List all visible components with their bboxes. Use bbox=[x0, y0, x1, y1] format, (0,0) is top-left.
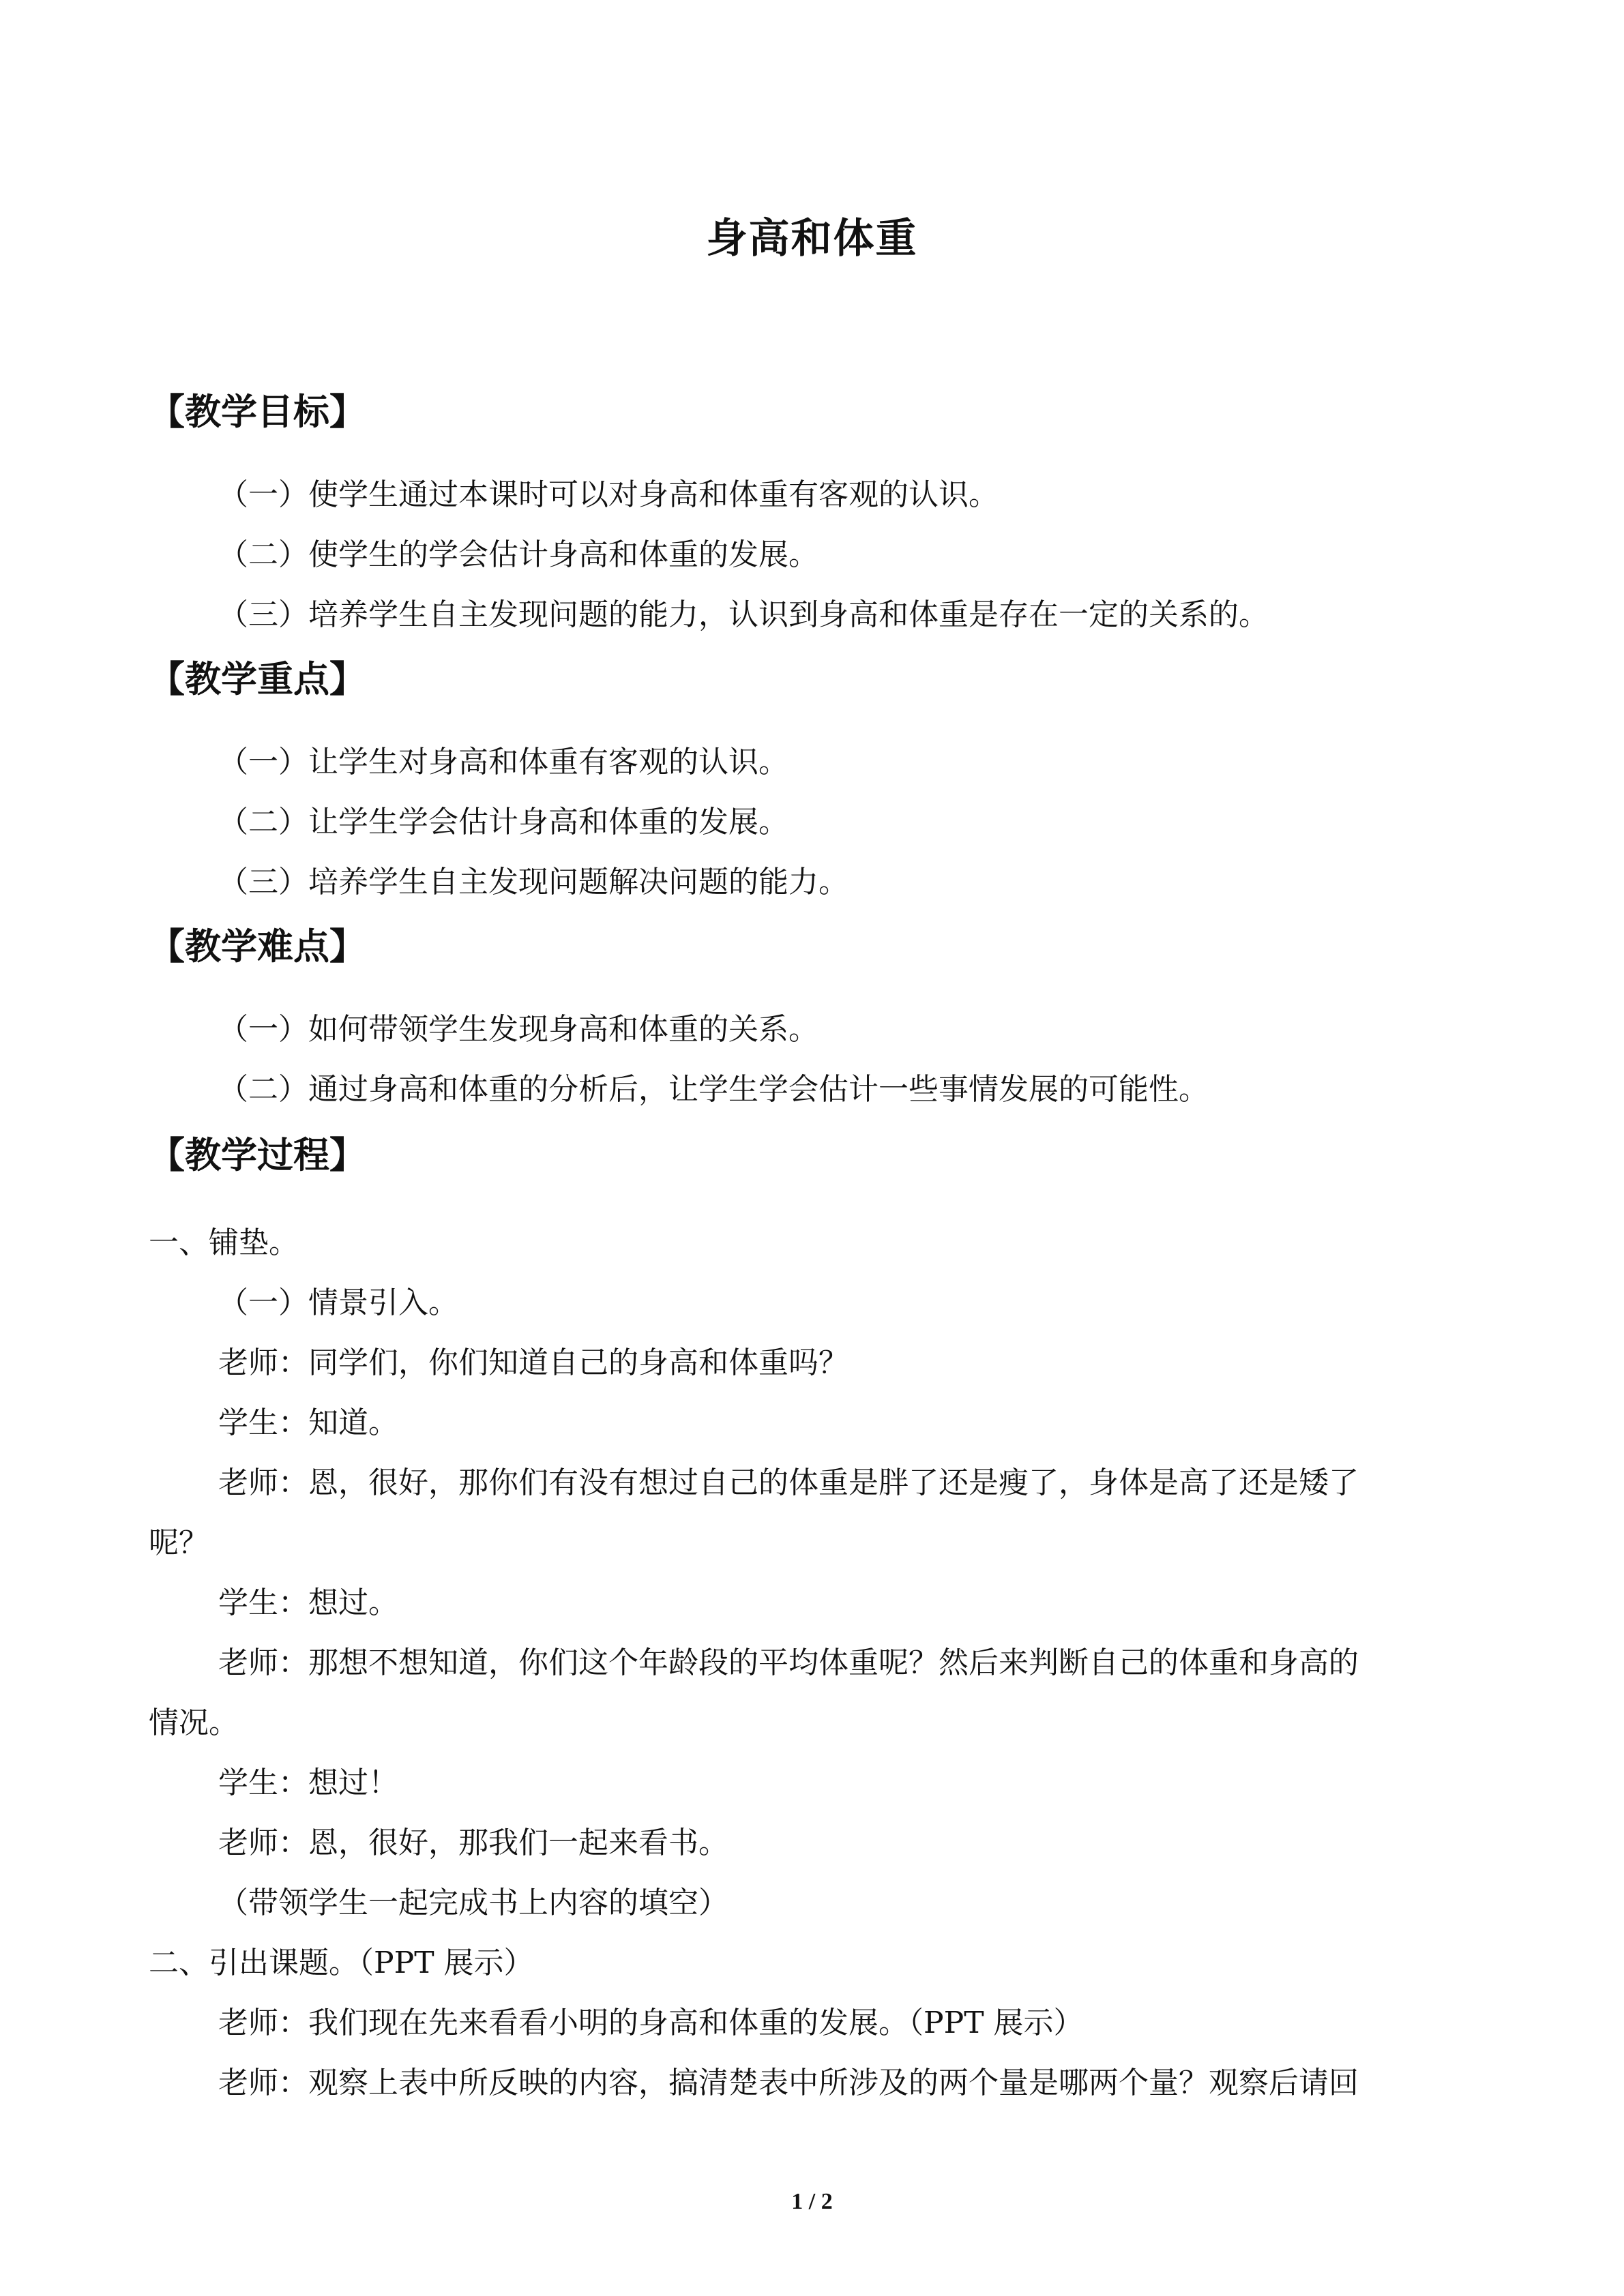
process-line: 呢？ bbox=[149, 1525, 209, 1560]
process-line: 老师：恩，很好，那你们有没有想过自己的体重是胖了还是瘦了，身体是高了还是矮了 bbox=[218, 1465, 1359, 1500]
process-line: 学生：想过。 bbox=[218, 1585, 398, 1620]
section-heading-key-points: 【教学重点】 bbox=[149, 659, 366, 700]
process-line: 老师：恩，很好，那我们一起来看书。 bbox=[218, 1825, 728, 1860]
key-point-item: （二）让学生学会估计身高和体重的发展。 bbox=[218, 805, 788, 839]
section-heading-goals: 【教学目标】 bbox=[149, 391, 366, 433]
process-line: 老师：观察上表中所反映的内容，搞清楚表中所涉及的两个量是哪两个量？观察后请回 bbox=[218, 2066, 1359, 2100]
process-line: 学生：想过！ bbox=[218, 1765, 398, 1800]
process-line: （带领学生一起完成书上内容的填空） bbox=[218, 1885, 728, 1920]
page-number: 1 / 2 bbox=[791, 2189, 833, 2214]
difficulty-item: （一）如何带领学生发现身高和体重的关系。 bbox=[218, 1012, 818, 1047]
process-line: 学生：知道。 bbox=[218, 1405, 398, 1440]
process-line: 老师：我们现在先来看看小明的身高和体重的发展。（PPT 展示） bbox=[218, 2006, 1084, 2040]
section-heading-difficulties: 【教学难点】 bbox=[149, 926, 366, 968]
process-line: 二、引出课题。（PPT 展示） bbox=[149, 1945, 534, 1980]
process-line: 情况。 bbox=[149, 1705, 239, 1740]
process-line: 老师：那想不想知道，你们这个年龄段的平均体重呢？然后来判断自己的体重和身高的 bbox=[218, 1645, 1359, 1680]
process-line: 老师：同学们，你们知道自己的身高和体重吗？ bbox=[218, 1345, 848, 1380]
goal-item: （二）使学生的学会估计身高和体重的发展。 bbox=[218, 537, 818, 572]
key-point-item: （三）培养学生自主发现问题解决问题的能力。 bbox=[218, 865, 848, 899]
goal-item: （三）培养学生自主发现问题的能力，认识到身高和体重是存在一定的关系的。 bbox=[218, 597, 1269, 632]
goal-item: （一）使学生通过本课时可以对身高和体重有客观的认识。 bbox=[218, 477, 999, 512]
difficulty-item: （二）通过身高和体重的分析后，让学生学会估计一些事情发展的可能性。 bbox=[218, 1072, 1209, 1107]
process-line: （一）情景引入。 bbox=[218, 1285, 458, 1320]
key-point-item: （一）让学生对身高和体重有客观的认识。 bbox=[218, 745, 788, 779]
section-heading-process: 【教学过程】 bbox=[149, 1135, 366, 1176]
process-line: 一、铺垫。 bbox=[149, 1225, 299, 1260]
document-title: 身高和体重 bbox=[706, 215, 918, 263]
